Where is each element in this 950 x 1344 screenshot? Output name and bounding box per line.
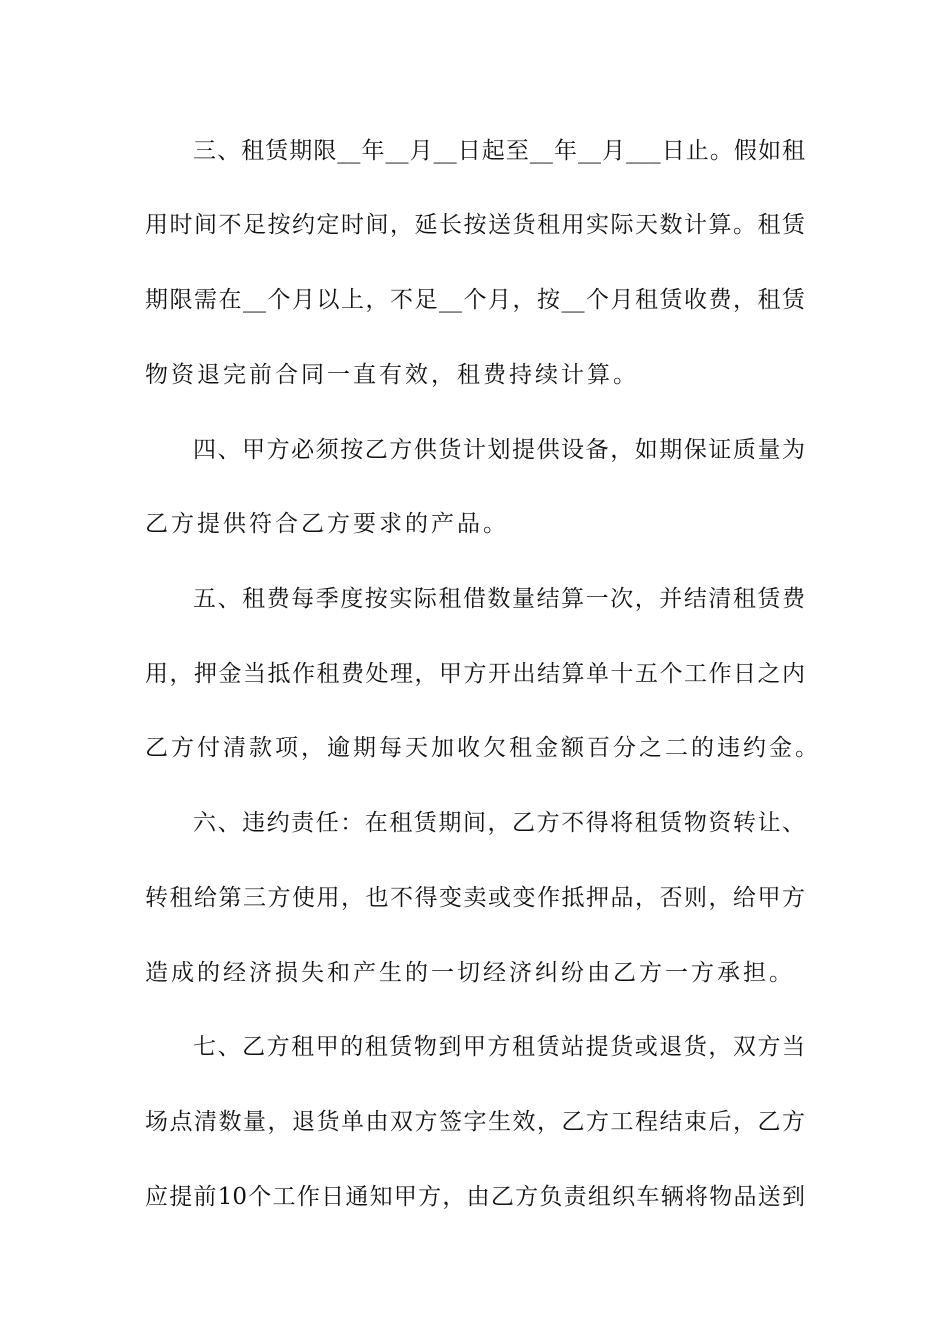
clause-6-line-2: 转租给第三方使用，也不得变卖或变作抵押品，否则，给甲方 [145, 885, 805, 911]
clause-3-line-4: 物资退完前合同一直有效，租费持续计算。 [145, 362, 639, 388]
clause-7-line-3: 应提前10个工作日通知甲方，由乙方负责组织车辆将物品送到 [145, 1184, 805, 1210]
clause-3-line-3: 期限需在__个月以上，不足__个月，按__个月租赁收费，租赁 [145, 287, 805, 313]
clause-7-line-1: 七、乙方租甲的租赁物到甲方租赁站提货或退货，双方当 [193, 1034, 805, 1060]
clause-5-line-2: 用，押金当抵作租费处理，甲方开出结算单十五个工作日之内 [145, 661, 805, 687]
clause-6-line-1: 六、违约责任：在租赁期间，乙方不得将租赁物资转让、 [193, 810, 805, 836]
clause-5-line-1: 五、租费每季度按实际租借数量结算一次，并结清租赁费 [193, 586, 805, 612]
clause-3-line-1: 三、租赁期限__年__月__日起至__年__月___日止。假如租 [193, 138, 805, 164]
clause-7-line-2: 场点清数量，退货单由双方签字生效，乙方工程结束后，乙方 [145, 1109, 805, 1135]
clause-4-line-2: 乙方提供符合乙方要求的产品。 [145, 511, 509, 537]
clause-6-line-3: 造成的经济损失和产生的一切经济纠纷由乙方一方承担。 [145, 960, 795, 986]
clause-3-line-2: 用时间不足按约定时间，延长按送货租用实际天数计算。租赁 [145, 212, 805, 238]
clause-4-line-1: 四、甲方必须按乙方供货计划提供设备，如期保证质量为 [193, 437, 805, 463]
clause-5-line-3: 乙方付清款项，逾期每天加收欠租金额百分之二的违约金。 [145, 735, 821, 761]
